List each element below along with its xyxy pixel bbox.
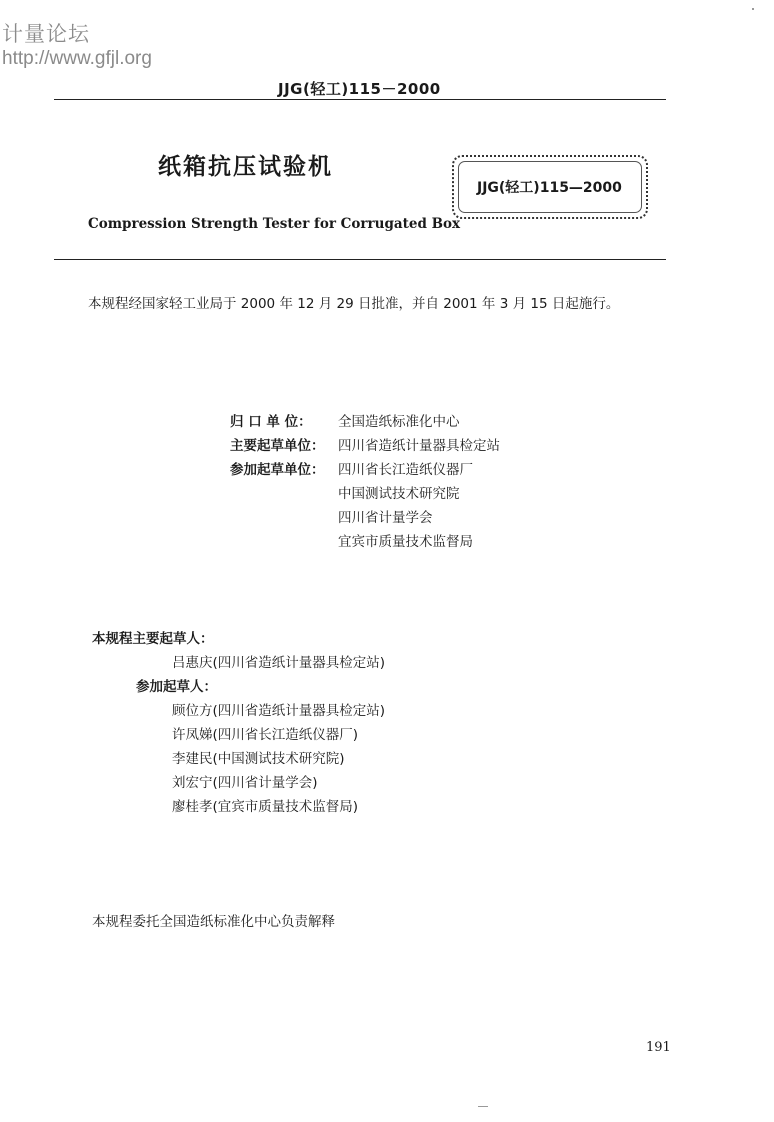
standard-code-box-text: JJG(轻工)115—2000 xyxy=(477,180,622,196)
participating-drafter-item: 许凤娣(四川省长江造纸仪器厂) xyxy=(172,727,359,743)
main-drafters-label: 本规程主要起草人： xyxy=(92,631,214,647)
participating-drafter-item: 廖桂孝(宜宾市质量技术监督局) xyxy=(172,799,359,815)
participating-drafter-item: 刘宏宁(四川省计量学会) xyxy=(172,775,318,791)
org-participating-item: 中国测试技术研究院 xyxy=(338,486,460,502)
participating-drafter-item: 顾位方(四川省造纸计量器具检定站) xyxy=(172,703,386,719)
org-participating-row xyxy=(230,458,473,478)
org-responsible-value: 全国造纸标准化中心 xyxy=(338,414,460,430)
interpretation-statement: 本规程委托全国造纸标准化中心负责解释 xyxy=(92,914,335,930)
header-rule xyxy=(54,99,666,100)
watermark-url: http://www.gfjl.org xyxy=(2,48,152,69)
org-participating-item: 四川省长江造纸仪器厂 xyxy=(338,462,473,478)
org-main-drafting-value: 四川省造纸计量器具检定站 xyxy=(338,438,500,454)
header-standard-code: JJG(轻工)115－2000 xyxy=(278,80,441,98)
org-participating-item: 四川省计量学会 xyxy=(338,510,433,526)
org-responsible-row xyxy=(230,410,460,430)
title-rule xyxy=(54,259,666,260)
page-number: 191 xyxy=(646,1040,671,1055)
org-main-drafting-row xyxy=(230,434,500,454)
org-participating-label: 参加起草单位： xyxy=(230,462,325,478)
document-title-english: Compression Strength Tester for Corrugated Box xyxy=(88,216,461,232)
org-main-drafting-label: 主要起草单位： xyxy=(230,438,325,454)
org-participating-item: 宜宾市质量技术监督局 xyxy=(338,534,473,550)
watermark-site-name: 计量论坛 xyxy=(2,22,90,46)
participating-drafter-item: 李建民(中国测试技术研究院) xyxy=(172,751,345,767)
participating-drafters-label: 参加起草人： xyxy=(136,679,217,695)
scan-speck xyxy=(752,8,754,10)
approval-statement: 本规程经国家轻工业局于 2000 年 12 月 29 日批准，并自 2001 年 3 月 15 日起施行。 xyxy=(88,296,620,312)
main-drafter-item: 吕惠庆(四川省造纸计量器具检定站) xyxy=(172,655,386,671)
document-title-chinese: 纸箱抗压试验机 xyxy=(158,154,333,180)
scan-speck xyxy=(478,1106,488,1107)
org-responsible-label: 归 口 单 位： xyxy=(230,414,312,430)
